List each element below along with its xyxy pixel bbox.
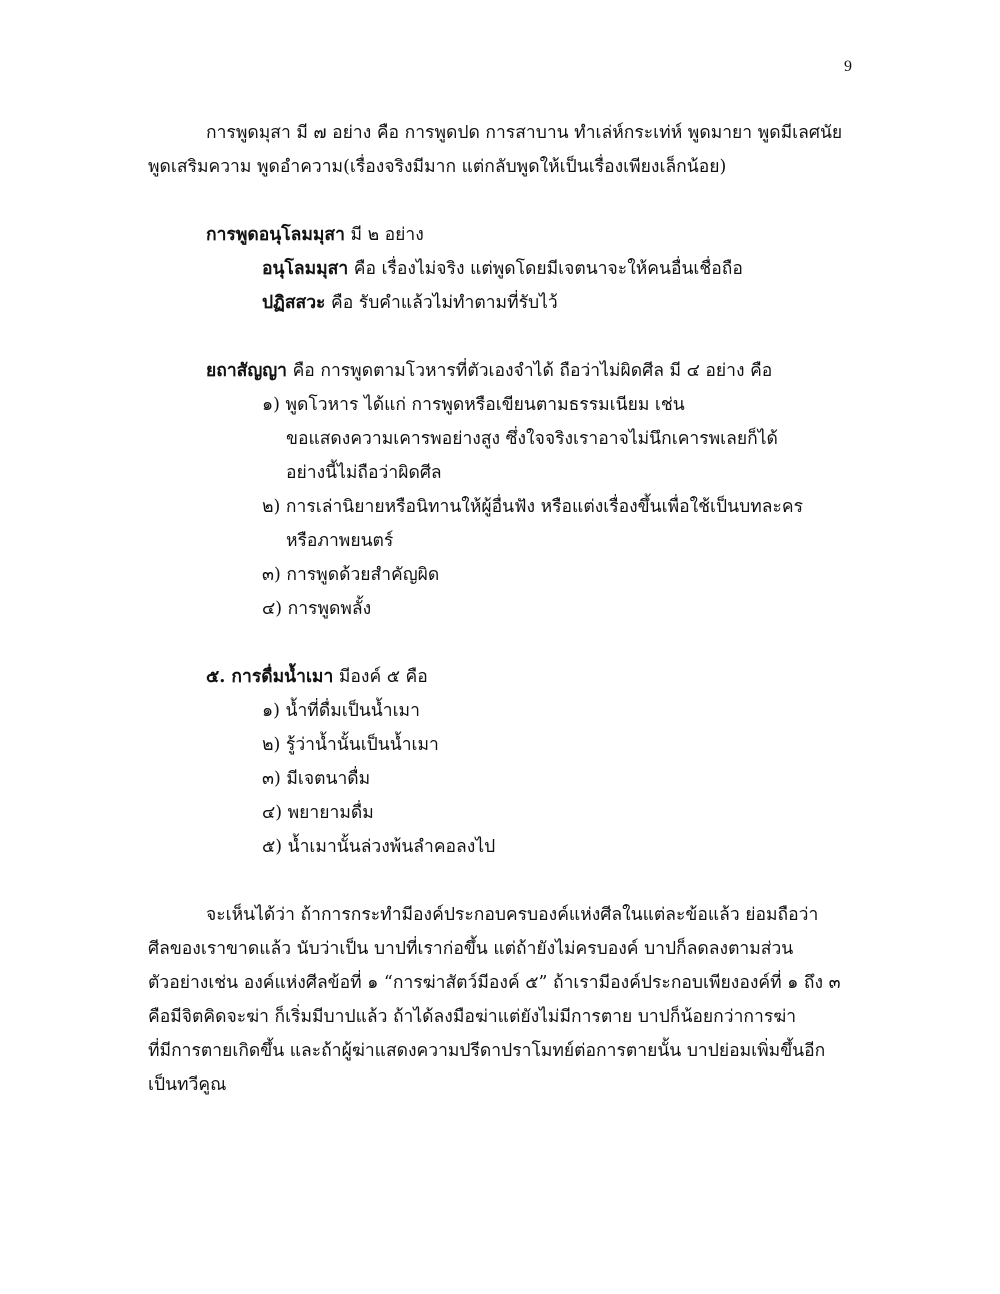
anuloma-item-1-rest: คือ เรื่องไม่จริง แต่พูดโดยมีเจตนาจะให้คนอื่นเชื่อถือ (348, 259, 743, 279)
alcohol-item-1: ๑) น้ำที่ดื่มเป็นน้ำเมา (262, 701, 420, 721)
alcohol-item-4: ๔) พยายามดื่ม (262, 803, 374, 823)
yathasanya-item-1-line-2: ขอแสดงความเคารพอย่างสูง ซึ่งใจจริงเราอาจไม่นึกเคารพเลยก็ได้ (286, 429, 778, 449)
page-number: 9 (844, 58, 852, 75)
anuloma-item-2 (262, 286, 558, 320)
alcohol-item-5: ๕) น้ำเมานั้นล่วงพ้นลำคอลงไป (262, 837, 496, 857)
anuloma-heading-bold: การพูดอนุโลมมุสา (206, 225, 345, 245)
yathasanya-heading-rest: คือ การพูดตามโวหารที่ตัวเองจำได้ ถือว่าไม่ผิดศีล มี ๔ อย่าง คือ (287, 361, 773, 381)
alcohol-heading (206, 660, 428, 694)
anuloma-heading-rest: มี ๒ อย่าง (344, 225, 424, 245)
yathasanya-item-1-line-3: อย่างนี้ไม่ถือว่าผิดศีล (286, 463, 442, 483)
alcohol-heading-bold: ๕. การดื่มน้ำเมา (206, 667, 334, 687)
alcohol-heading-rest: มีองค์ ๕ คือ (333, 667, 428, 687)
conclusion-line-5: ที่มีการตายเกิดขึ้น และถ้าผู้ฆ่าแสดงความปรีดาปราโมทย์ต่อการตายนั้น บาปย่อมเพิ่มขึ้นอีก (148, 1041, 826, 1061)
yathasanya-heading (206, 354, 772, 388)
conclusion-line-1: จะเห็นได้ว่า ถ้าการกระทำมีองค์ประกอบครบองค์แห่งศีลในแต่ละข้อแล้ว ย่อมถือว่า (206, 905, 819, 925)
yathasanya-item-1-line-1: ๑) พูดโวหาร ได้แก่ การพูดหรือเขียนตามธรรมเนียม เช่น (262, 395, 685, 415)
anuloma-item-1 (262, 252, 743, 286)
anuloma-item-2-bold: ปฏิสสวะ (262, 293, 326, 313)
conclusion-line-3: ตัวอย่างเช่น องค์แห่งศีลข้อที่ ๑ “การฆ่าสัตว์มีองค์ ๕” ถ้าเรามีองค์ประกอบเพียงองค์ที่ ๑ ถึง ๓ (148, 973, 841, 993)
conclusion-line-6: เป็นทวีคูณ (148, 1075, 227, 1095)
alcohol-item-3: ๓) มีเจตนาดื่ม (262, 769, 371, 789)
anuloma-item-1-bold: อนุโลมมุสา (262, 259, 349, 279)
intro-line-2: พูดเสริมความ พูดอำความ(เรื่องจริงมีมาก แต่กลับพูดให้เป็นเรื่องเพียงเล็กน้อย) (148, 157, 727, 177)
anuloma-item-2-rest: คือ รับคำแล้วไม่ทำตามที่รับไว้ (325, 293, 558, 313)
yathasanya-item-4: ๔) การพูดพลั้ง (262, 599, 372, 619)
intro-line-1: การพูดมุสา มี ๗ อย่าง คือ การพูดปด การสาบาน ทำเล่ห์กระเท่ห์ พูดมายา พูดมีเลศนัย (206, 123, 843, 143)
conclusion-line-2: ศีลของเราขาดแล้ว นับว่าเป็น บาปที่เราก่อขึ้น แต่ถ้ายังไม่ครบองค์ บาปก็ลดลงตามส่วน (148, 939, 794, 959)
conclusion-line-4: คือมีจิตคิดจะฆ่า ก็เริ่มมีบาปแล้ว ถ้าได้ลงมือฆ่าแต่ยังไม่มีการตาย บาปก็น้อยกว่าการฆ่า (148, 1007, 797, 1027)
yathasanya-item-2-line-2: หรือภาพยนตร์ (286, 531, 394, 551)
anuloma-heading (206, 218, 424, 252)
yathasanya-item-3: ๓) การพูดด้วยสำคัญผิด (262, 565, 440, 585)
yathasanya-heading-bold: ยถาสัญญา (206, 361, 288, 381)
yathasanya-item-2-line-1: ๒) การเล่านิยายหรือนิทานให้ผู้อื่นฟัง หรือแต่งเรื่องขึ้นเพื่อใช้เป็นบทละคร (262, 497, 803, 517)
alcohol-item-2: ๒) รู้ว่าน้ำนั้นเป็นน้ำเมา (262, 735, 439, 755)
